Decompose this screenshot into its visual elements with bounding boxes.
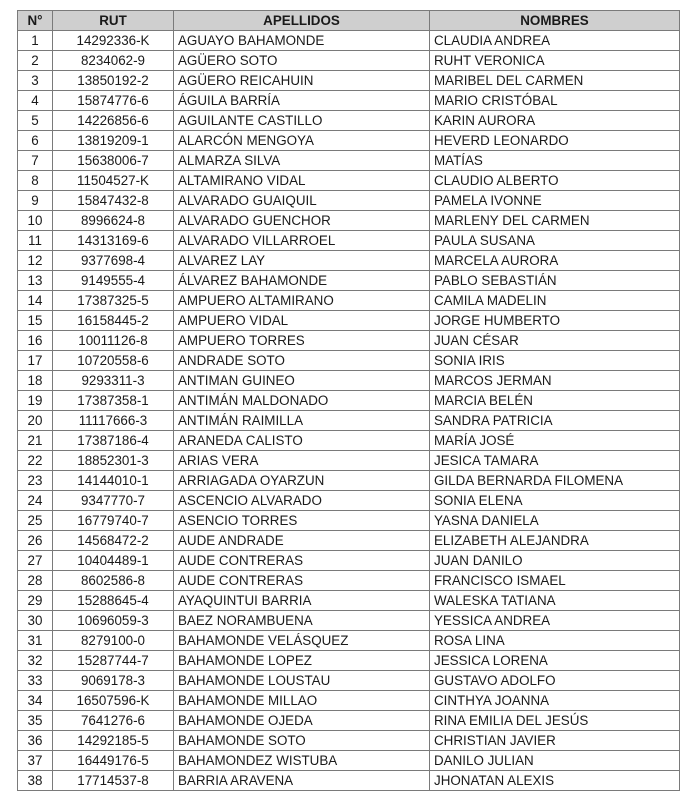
table-row — [18, 571, 680, 591]
table-row — [18, 551, 680, 571]
row-number: 25 — [18, 511, 53, 531]
nombres-cell: CLAUDIA ANDREA — [430, 31, 680, 51]
apellidos-cell: BAEZ NORAMBUENA — [174, 611, 430, 631]
table-body — [18, 31, 680, 791]
table-row — [18, 311, 680, 331]
row-number: 31 — [18, 631, 53, 651]
nombres-cell: SONIA ELENA — [430, 491, 680, 511]
col-header-nombres: NOMBRES — [430, 11, 680, 31]
apellidos-cell: ANTIMÁN MALDONADO — [174, 391, 430, 411]
rut-cell: 9347770-7 — [53, 491, 174, 511]
nombres-cell: CHRISTIAN JAVIER — [430, 731, 680, 751]
table-row — [18, 651, 680, 671]
table-row — [18, 171, 680, 191]
apellidos-cell: BAHAMONDE OJEDA — [174, 711, 430, 731]
table-row — [18, 391, 680, 411]
table-row — [18, 71, 680, 91]
nombres-cell: JORGE HUMBERTO — [430, 311, 680, 331]
rut-cell: 13819209-1 — [53, 131, 174, 151]
nombres-cell: JUAN CÉSAR — [430, 331, 680, 351]
col-header-num: N° — [18, 11, 53, 31]
row-number: 11 — [18, 231, 53, 251]
nombres-cell: JESSICA LORENA — [430, 651, 680, 671]
nombres-cell: MATÍAS — [430, 151, 680, 171]
nombres-cell: MARCIA BELÉN — [430, 391, 680, 411]
rut-cell: 8602586-8 — [53, 571, 174, 591]
table-row — [18, 351, 680, 371]
table-row — [18, 531, 680, 551]
rut-cell: 15638006-7 — [53, 151, 174, 171]
rut-cell: 8279100-0 — [53, 631, 174, 651]
table-row — [18, 751, 680, 771]
nombres-cell: PAULA SUSANA — [430, 231, 680, 251]
apellidos-cell: BAHAMONDE MILLAO — [174, 691, 430, 711]
rut-cell: 14568472-2 — [53, 531, 174, 551]
rut-cell: 8996624-8 — [53, 211, 174, 231]
nombres-cell: MARIO CRISTÓBAL — [430, 91, 680, 111]
row-number: 29 — [18, 591, 53, 611]
row-number: 19 — [18, 391, 53, 411]
apellidos-cell: AMPUERO TORRES — [174, 331, 430, 351]
row-number: 1 — [18, 31, 53, 51]
row-number: 2 — [18, 51, 53, 71]
nombres-cell: JHONATAN ALEXIS — [430, 771, 680, 791]
table-row — [18, 151, 680, 171]
apellidos-cell: BAHAMONDE LOPEZ — [174, 651, 430, 671]
rut-cell: 14226856-6 — [53, 111, 174, 131]
apellidos-cell: ARIAS VERA — [174, 451, 430, 471]
row-number: 4 — [18, 91, 53, 111]
nombres-cell: YESSICA ANDREA — [430, 611, 680, 631]
rut-cell: 9069178-3 — [53, 671, 174, 691]
row-number: 32 — [18, 651, 53, 671]
apellidos-cell: ALVARADO VILLARROEL — [174, 231, 430, 251]
table-row — [18, 511, 680, 531]
row-number: 37 — [18, 751, 53, 771]
rut-cell: 17387186-4 — [53, 431, 174, 451]
row-number: 8 — [18, 171, 53, 191]
nombres-cell: JESICA TAMARA — [430, 451, 680, 471]
row-number: 20 — [18, 411, 53, 431]
table-header — [18, 11, 680, 31]
nombres-cell: MARLENY DEL CARMEN — [430, 211, 680, 231]
apellidos-cell: ALARCÓN MENGOYA — [174, 131, 430, 151]
rut-cell: 15288645-4 — [53, 591, 174, 611]
row-number: 28 — [18, 571, 53, 591]
apellidos-cell: ARANEDA CALISTO — [174, 431, 430, 451]
nombres-cell: CINTHYA JOANNA — [430, 691, 680, 711]
rut-cell: 14292185-5 — [53, 731, 174, 751]
rut-cell: 7641276-6 — [53, 711, 174, 731]
nombres-cell: MARIBEL DEL CARMEN — [430, 71, 680, 91]
table-row — [18, 451, 680, 471]
rut-cell: 16779740-7 — [53, 511, 174, 531]
table-row — [18, 631, 680, 651]
table-row — [18, 191, 680, 211]
apellidos-cell: ALTAMIRANO VIDAL — [174, 171, 430, 191]
apellidos-cell: AMPUERO ALTAMIRANO — [174, 291, 430, 311]
apellidos-cell: ALMARZA SILVA — [174, 151, 430, 171]
apellidos-cell: ÁGUILA BARRÍA — [174, 91, 430, 111]
nombres-cell: SANDRA PATRICIA — [430, 411, 680, 431]
row-number: 24 — [18, 491, 53, 511]
row-number: 23 — [18, 471, 53, 491]
nombres-cell: RINA EMILIA DEL JESÚS — [430, 711, 680, 731]
apellidos-cell: ALVARADO GUAIQUIL — [174, 191, 430, 211]
apellidos-cell: BAHAMONDEZ WISTUBA — [174, 751, 430, 771]
table-row — [18, 51, 680, 71]
table-row — [18, 711, 680, 731]
table-row — [18, 471, 680, 491]
row-number: 16 — [18, 331, 53, 351]
nombres-cell: KARIN AURORA — [430, 111, 680, 131]
header-row — [18, 11, 680, 31]
table-row — [18, 371, 680, 391]
col-header-apellidos: APELLIDOS — [174, 11, 430, 31]
apellidos-cell: AUDE CONTRERAS — [174, 551, 430, 571]
row-number: 35 — [18, 711, 53, 731]
nombres-cell: GILDA BERNARDA FILOMENA — [430, 471, 680, 491]
apellidos-cell: ANTIMÁN RAIMILLA — [174, 411, 430, 431]
apellidos-cell: AGÜERO REICAHUIN — [174, 71, 430, 91]
rut-cell: 9149555-4 — [53, 271, 174, 291]
nombres-cell: ROSA LINA — [430, 631, 680, 651]
rut-cell: 11504527-K — [53, 171, 174, 191]
row-number: 12 — [18, 251, 53, 271]
nombres-cell: MARCELA AURORA — [430, 251, 680, 271]
rut-cell: 14144010-1 — [53, 471, 174, 491]
row-number: 9 — [18, 191, 53, 211]
rut-cell: 16158445-2 — [53, 311, 174, 331]
table-row — [18, 31, 680, 51]
apellidos-cell: AUDE CONTRERAS — [174, 571, 430, 591]
table-row — [18, 251, 680, 271]
rut-cell: 10720558-6 — [53, 351, 174, 371]
apellidos-cell: BAHAMONDE SOTO — [174, 731, 430, 751]
row-number: 34 — [18, 691, 53, 711]
row-number: 7 — [18, 151, 53, 171]
nombres-cell: YASNA DANIELA — [430, 511, 680, 531]
rut-cell: 10696059-3 — [53, 611, 174, 631]
apellidos-cell: AGUILANTE CASTILLO — [174, 111, 430, 131]
rut-cell: 15287744-7 — [53, 651, 174, 671]
nombres-cell: HEVERD LEONARDO — [430, 131, 680, 151]
rut-cell: 8234062-9 — [53, 51, 174, 71]
table-row — [18, 431, 680, 451]
row-number: 3 — [18, 71, 53, 91]
nombres-cell: RUHT VERONICA — [430, 51, 680, 71]
table-row — [18, 611, 680, 631]
nombres-cell: CAMILA MADELIN — [430, 291, 680, 311]
row-number: 15 — [18, 311, 53, 331]
rut-cell: 15874776-6 — [53, 91, 174, 111]
table-row — [18, 731, 680, 751]
rut-cell: 17387325-5 — [53, 291, 174, 311]
nombres-cell: PABLO SEBASTIÁN — [430, 271, 680, 291]
apellidos-cell: ARRIAGADA OYARZUN — [174, 471, 430, 491]
apellidos-cell: AMPUERO VIDAL — [174, 311, 430, 331]
rut-cell: 17387358-1 — [53, 391, 174, 411]
row-number: 38 — [18, 771, 53, 791]
rut-cell: 16507596-K — [53, 691, 174, 711]
apellidos-cell: ANDRADE SOTO — [174, 351, 430, 371]
table-row — [18, 91, 680, 111]
rut-cell: 14292336-K — [53, 31, 174, 51]
col-header-rut: RUT — [53, 11, 174, 31]
table-row — [18, 591, 680, 611]
nombres-cell: DANILO JULIAN — [430, 751, 680, 771]
rut-cell: 9377698-4 — [53, 251, 174, 271]
row-number: 33 — [18, 671, 53, 691]
rut-cell: 15847432-8 — [53, 191, 174, 211]
row-number: 18 — [18, 371, 53, 391]
apellidos-cell: ANTIMAN GUINEO — [174, 371, 430, 391]
row-number: 17 — [18, 351, 53, 371]
rut-cell: 16449176-5 — [53, 751, 174, 771]
rut-cell: 14313169-6 — [53, 231, 174, 251]
rut-cell: 18852301-3 — [53, 451, 174, 471]
row-number: 10 — [18, 211, 53, 231]
table-row — [18, 691, 680, 711]
nombres-cell: ELIZABETH ALEJANDRA — [430, 531, 680, 551]
nombres-cell: JUAN DANILO — [430, 551, 680, 571]
nombres-cell: PAMELA IVONNE — [430, 191, 680, 211]
table-row — [18, 411, 680, 431]
nombres-cell: MARÍA JOSÉ — [430, 431, 680, 451]
table-row — [18, 271, 680, 291]
apellidos-cell: ASCENCIO ALVARADO — [174, 491, 430, 511]
row-number: 13 — [18, 271, 53, 291]
nombres-cell: CLAUDIO ALBERTO — [430, 171, 680, 191]
row-number: 36 — [18, 731, 53, 751]
rut-cell: 11117666-3 — [53, 411, 174, 431]
apellidos-cell: AUDE ANDRADE — [174, 531, 430, 551]
rut-cell: 10404489-1 — [53, 551, 174, 571]
table-row — [18, 291, 680, 311]
rut-cell: 10011126-8 — [53, 331, 174, 351]
row-number: 5 — [18, 111, 53, 131]
table-row — [18, 771, 680, 791]
table-row — [18, 331, 680, 351]
row-number: 14 — [18, 291, 53, 311]
apellidos-cell: AYAQUINTUI BARRIA — [174, 591, 430, 611]
nombres-cell: WALESKA TATIANA — [430, 591, 680, 611]
table-row — [18, 211, 680, 231]
row-number: 21 — [18, 431, 53, 451]
table-row — [18, 131, 680, 151]
row-number: 26 — [18, 531, 53, 551]
row-number: 22 — [18, 451, 53, 471]
nombres-cell: SONIA IRIS — [430, 351, 680, 371]
apellidos-cell: ALVARADO GUENCHOR — [174, 211, 430, 231]
apellidos-cell: AGUAYO BAHAMONDE — [174, 31, 430, 51]
apellidos-cell: ALVAREZ LAY — [174, 251, 430, 271]
rut-cell: 17714537-8 — [53, 771, 174, 791]
row-number: 6 — [18, 131, 53, 151]
roster-table — [17, 10, 680, 791]
table-row — [18, 231, 680, 251]
table-row — [18, 671, 680, 691]
rut-cell: 9293311-3 — [53, 371, 174, 391]
table-row — [18, 491, 680, 511]
apellidos-cell: BAHAMONDE LOUSTAU — [174, 671, 430, 691]
apellidos-cell: ÁLVAREZ BAHAMONDE — [174, 271, 430, 291]
nombres-cell: GUSTAVO ADOLFO — [430, 671, 680, 691]
apellidos-cell: AGÜERO SOTO — [174, 51, 430, 71]
apellidos-cell: BARRIA ARAVENA — [174, 771, 430, 791]
row-number: 30 — [18, 611, 53, 631]
rut-cell: 13850192-2 — [53, 71, 174, 91]
nombres-cell: FRANCISCO ISMAEL — [430, 571, 680, 591]
row-number: 27 — [18, 551, 53, 571]
apellidos-cell: BAHAMONDE VELÁSQUEZ — [174, 631, 430, 651]
nombres-cell: MARCOS JERMAN — [430, 371, 680, 391]
table-row — [18, 111, 680, 131]
apellidos-cell: ASENCIO TORRES — [174, 511, 430, 531]
